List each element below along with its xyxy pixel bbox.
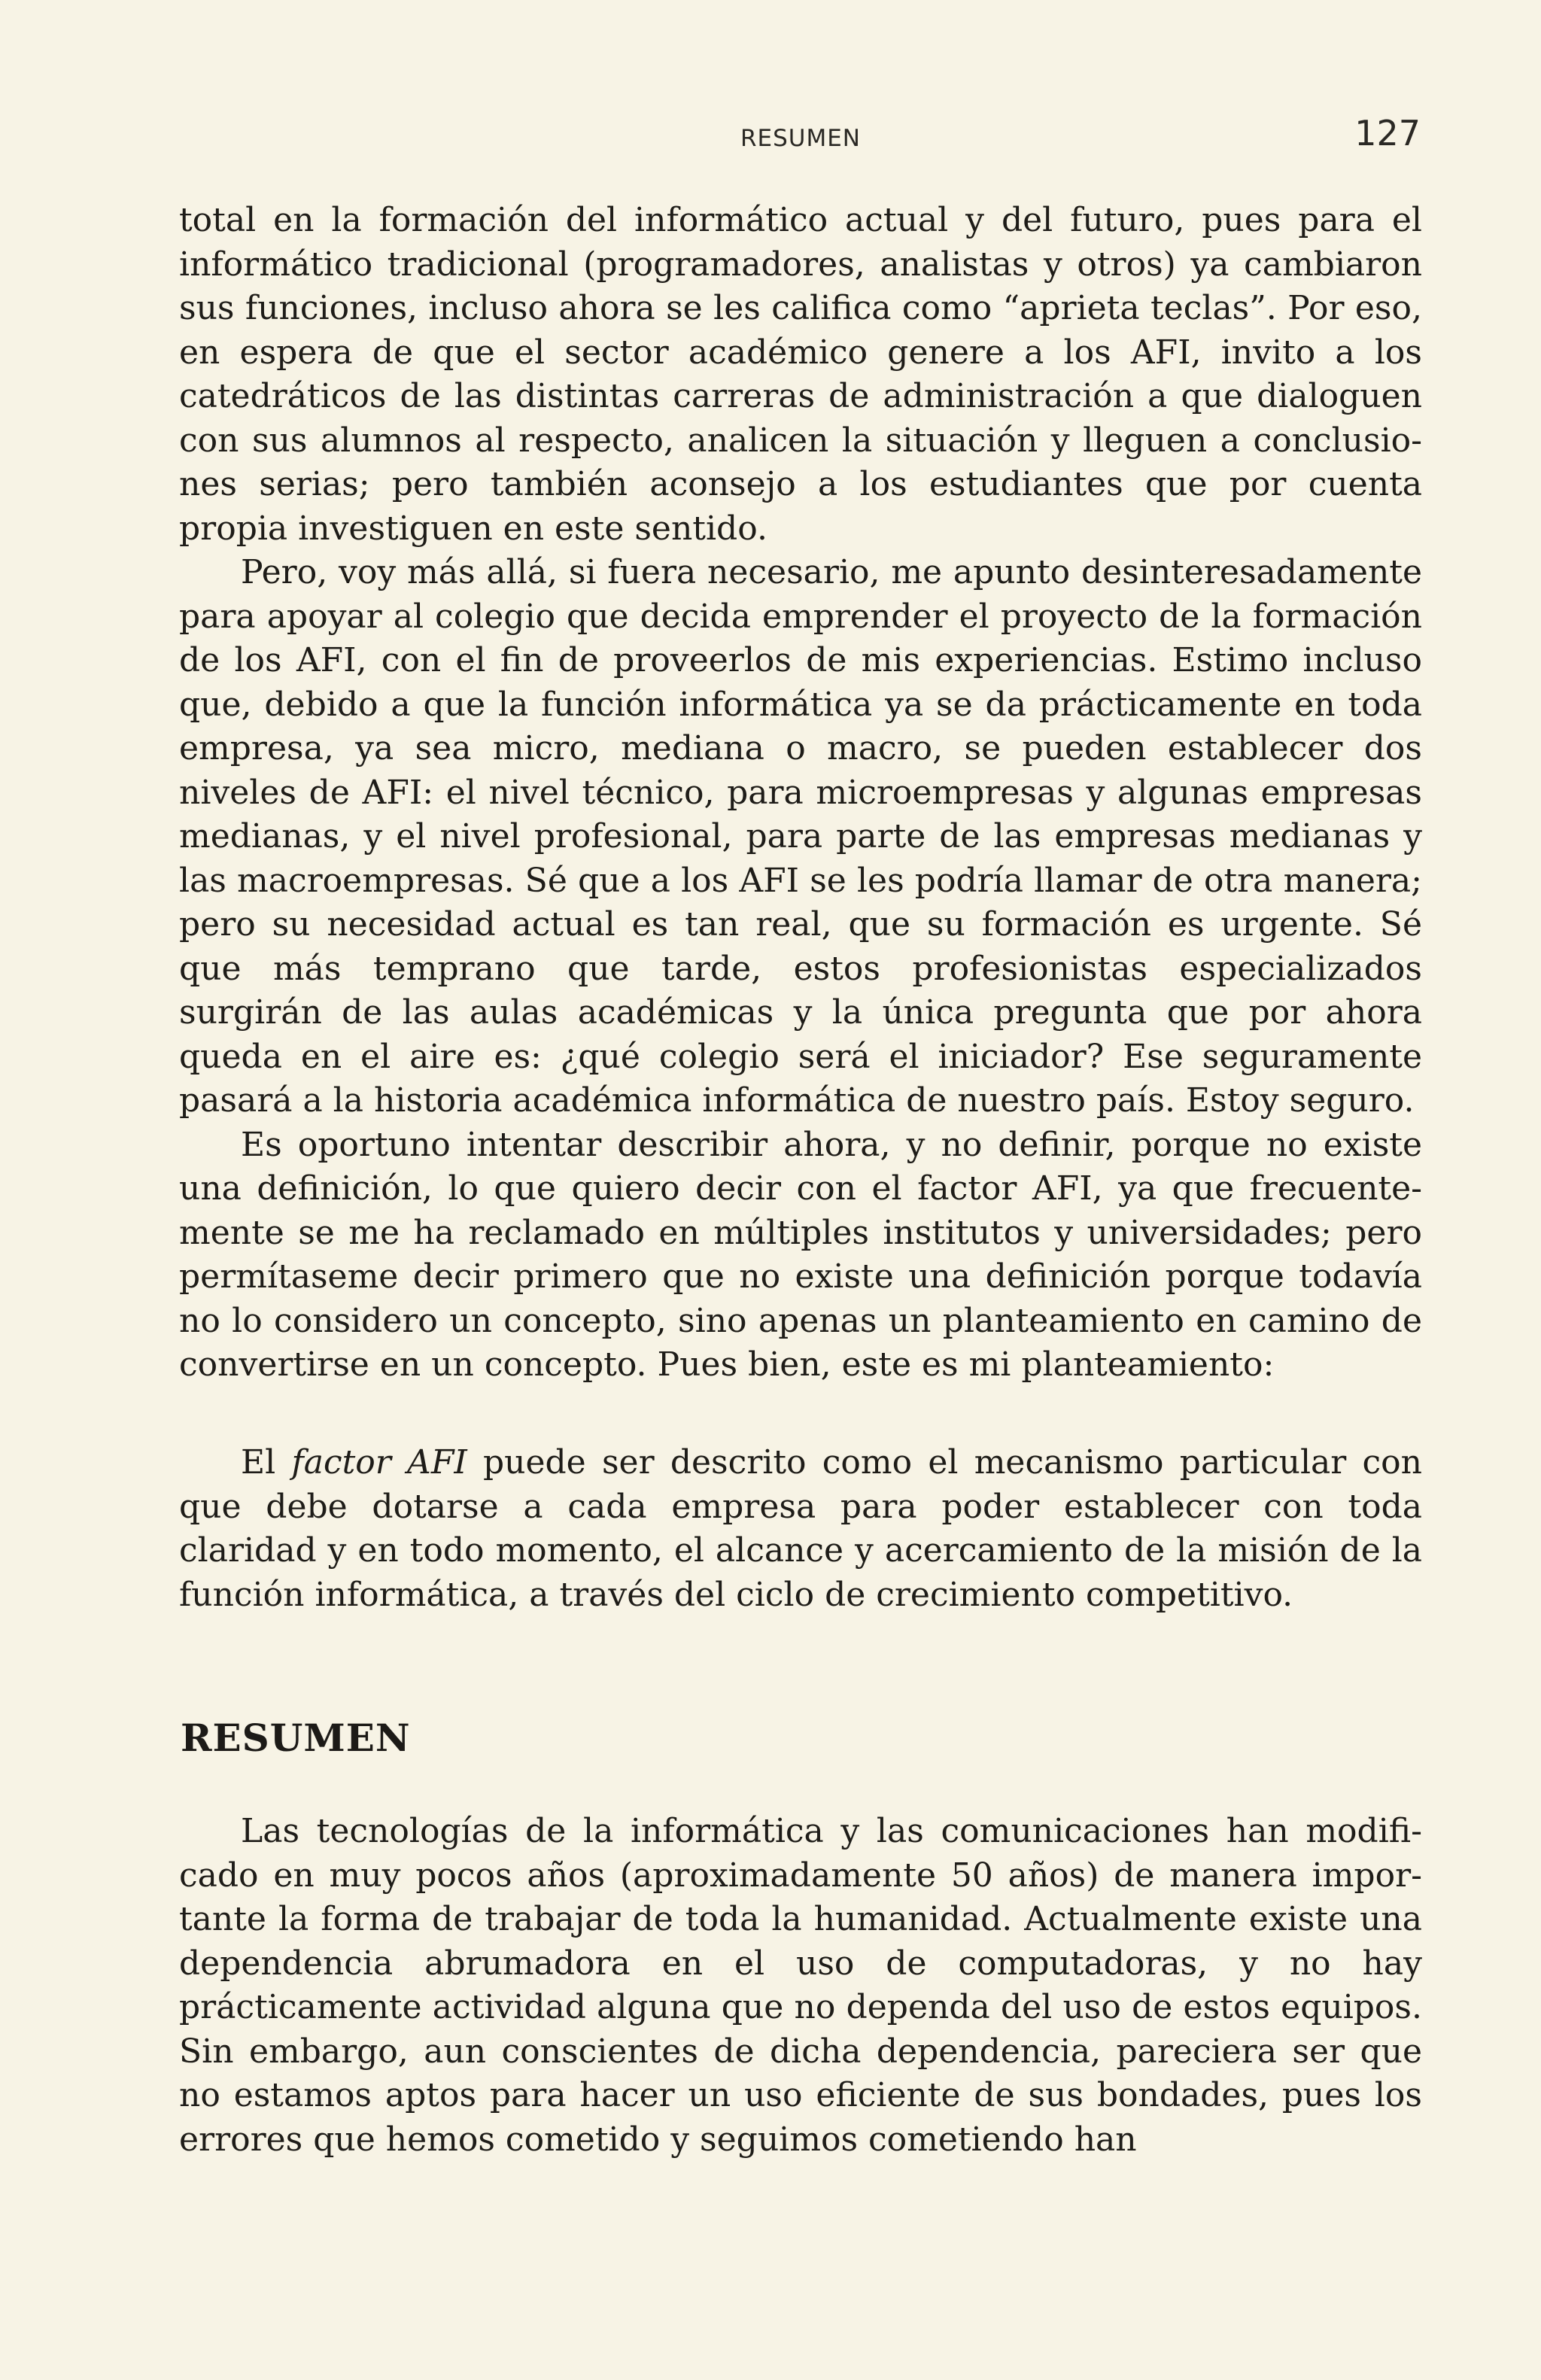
running-head: RESUMEN (740, 125, 862, 152)
page-header (181, 113, 1421, 166)
paragraph: Es oportuno intentar describir ahora, y no definir, porque no existe una definición, lo que quiero decir con el factor AFI, ya que frecuentemente se me ha reclamado en múltiples institutos y universidades; pero permítaseme decir primero que no existe una definición porque todavía no lo considero un concepto, sino apenas un planteamiento en camino de convertirse en un concepto. Pues bien, este es mi planteamiento: (179, 1125, 1422, 1384)
body-text-block (179, 199, 1422, 1388)
section-heading: RESUMEN (181, 1716, 411, 1760)
paragraph-continuation: total en la formación del informático actual y del futuro, pues para el informático tradicional (programadores, analistas y otros) ya cambiaron sus funciones, incluso ahora se les califica como “aprieta teclas”. Por eso, en espera de que el sector académico genere a los AFI, invito a los catedráticos de las distintas carreras de administración a que dialoguen con sus alumnos al respecto, analicen la situación y lleguen a conclusiones serias; pero también aconsejo a los estudiantes que por cuenta propia investiguen en este sentido. (179, 201, 1422, 548)
definition-paragraph (179, 1441, 1422, 1617)
definition-block (179, 1441, 1422, 1617)
definition-lead: El (241, 1443, 292, 1482)
page-number: 127 (1354, 113, 1421, 153)
factor-afi-term: factor AFI (291, 1443, 467, 1482)
paragraph: Las tecnologías de la informática y las comunicaciones han modificado en muy pocos años (aproximadamente 50 años) de manera importante la forma de trabajar de toda la humanidad. Actualmente existe una dependencia abrumadora en el uso de computadoras, y no hay prácticamente actividad alguna que no dependa del uso de estos equipos. Sin embargo, aun conscientes de dicha dependencia, pareciera ser que no estamos aptos para hacer un uso eficiente de sus bondades, pues los errores que hemos cometido y seguimos cometiendo han (179, 1812, 1422, 2159)
paragraph: Pero, voy más allá, si fuera necesario, me apunto desinteresadamente para apoyar al colegio que decida emprender el proyecto de la formación de los AFI, con el fin de proveerlos de mis experiencias. Estimo incluso que, debido a que la función informática ya se da prácticamente en toda empresa, ya sea micro, mediana o macro, se pueden establecer dos niveles de AFI: el nivel técnico, para microempresas y algunas empresas medianas, y el nivel profesional, para parte de las empresas medianas y las macroempresas. Sé que a los AFI se les podría llamar de otra manera; pero su necesidad actual es tan real, que su formación es urgente. Sé que más temprano que tarde, estos profesionistas especializados surgirán de las aulas académicas y la única pregunta que por ahora queda en el aire es: ¿qué colegio será el iniciador? Ese seguramente pasará a la historia académica informática de nuestro país. Estoy seguro. (179, 553, 1422, 1120)
summary-text-block (179, 1810, 1422, 2162)
definition-text: puede ser descrito como el mecanismo particular con que debe dotarse a cada empresa para poder establecer con toda claridad y en todo momento, el alcance y acercamiento de la misión de la función informática, a través del ciclo de crecimiento competitivo. (179, 1443, 1422, 1614)
